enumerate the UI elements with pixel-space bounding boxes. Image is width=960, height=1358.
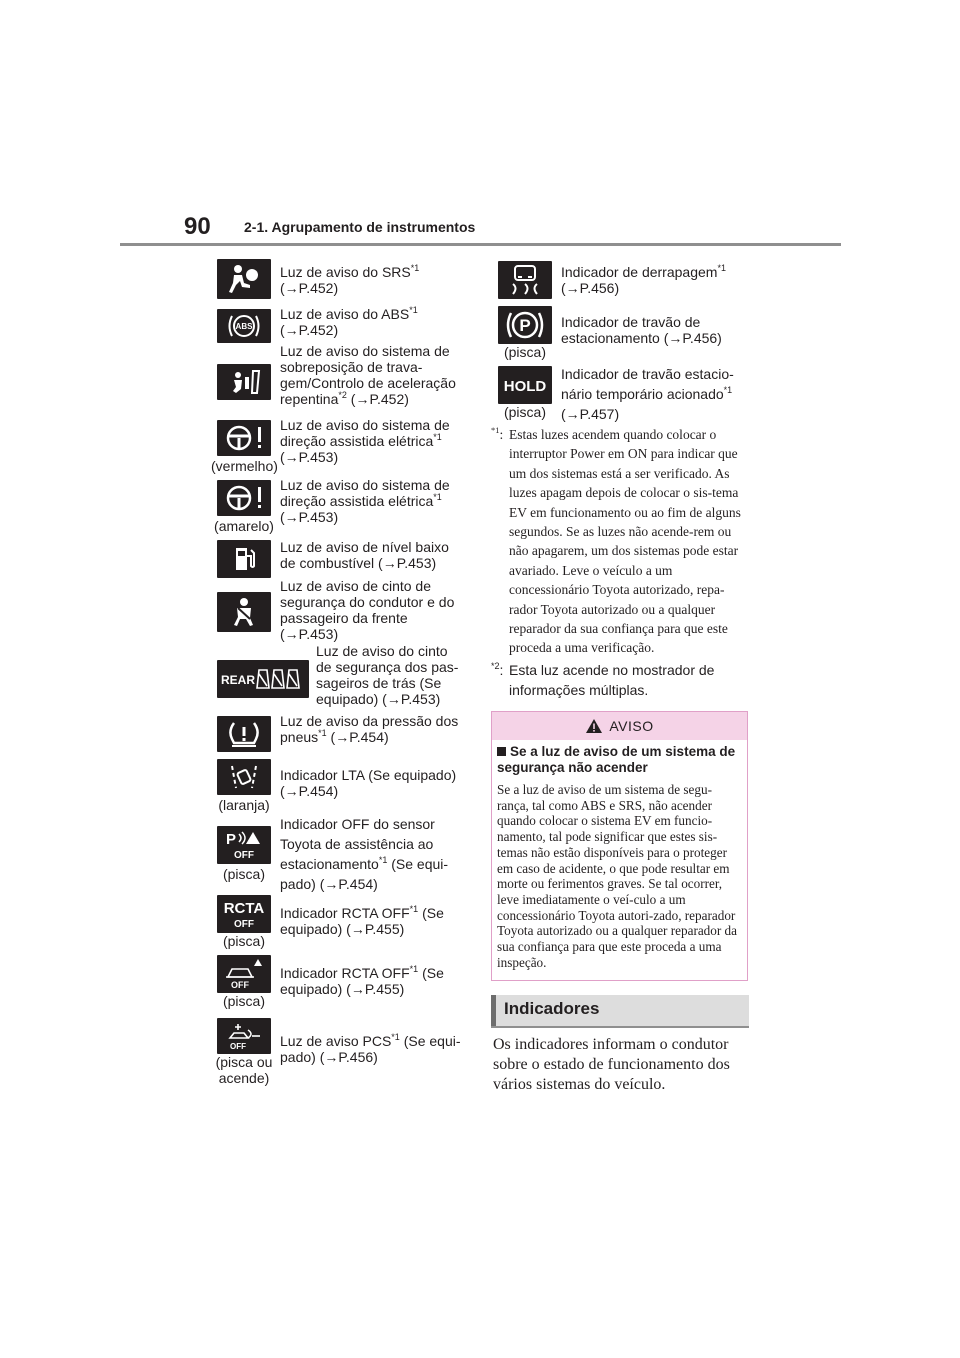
rcta-car-off-icon <box>217 955 271 993</box>
abs-icon <box>217 309 271 343</box>
skid-description: Indicador de derrapagem$^{*1}$ (→P.456) <box>561 263 726 296</box>
abs-description: Luz de aviso do ABS$^{*1}$ (→P.452) <box>280 305 418 338</box>
rear-icon-text: REAR <box>221 673 256 687</box>
parking-off-icon-text: OFF <box>234 850 254 861</box>
parking-brake-caption: (pisca) <box>503 344 546 360</box>
lta-caption: (laranja) <box>218 797 270 813</box>
seatbelt-description: Luz de aviso de cinto de segurança do condutor e do passageiro da frente (→P.453) <box>280 578 455 642</box>
indicadores-heading-text: Indicadores <box>504 999 600 1018</box>
parking-sensor-caption: (pisca) <box>222 866 265 882</box>
hold-icon-text: HOLD <box>503 378 547 395</box>
footnote-2-text: Esta luz acende no mostrador de informações múltiplas. <box>509 662 715 698</box>
lta-description: Indicador LTA (Se equipado) (→P.454) <box>280 767 457 799</box>
steering-yellow-description: Luz de aviso do sistema de direção assistida elétrica$^{*1}$ (→P.453) <box>280 477 450 525</box>
hold-icon <box>498 366 552 404</box>
steering-warning-icon <box>217 480 271 516</box>
bullet-square-icon <box>497 747 506 756</box>
footnote-2: $^{*2}$: Esta luz acende no mostrador de informações múltiplas. <box>491 661 749 700</box>
page-number: 90 <box>184 213 211 240</box>
aviso-subtitle <box>497 744 743 776</box>
rear-seatbelt-description: Luz de aviso do cinto de segurança dos pas-sageiros de trás (Se equipado) (→P.453) <box>316 643 459 707</box>
rcta-car-description: Indicador RCTA OFF$^{*1}$ (Se equipado) (→P.455) <box>280 964 444 997</box>
rcta-car-caption: (pisca) <box>222 993 265 1009</box>
indicadores-text: Os indicadores informam o condutor sobre o estado de funcionamento dos vários sistemas do veículo. <box>493 1036 730 1093</box>
rcta-off-icon <box>217 895 271 933</box>
hold-description: Indicador de travão estacio-nário temporário acionado$^{*1}$ (→P.457) <box>561 366 734 422</box>
fuel-pump-icon <box>217 540 271 578</box>
steering-yellow-caption: (amarelo) <box>214 518 274 534</box>
tire-pressure-description: Luz de aviso da pressão dos pneus$^{*1}$ (→P.454) <box>280 713 459 745</box>
rcta-icon-text: RCTA <box>223 900 265 917</box>
seatbelt-icon <box>217 592 271 632</box>
aviso-subtitle-text: Se a luz de aviso de um sistema de segurança não acender <box>497 744 736 775</box>
aviso-title: AVISO <box>609 718 654 734</box>
pcs-caption: (pisca ou acende) <box>215 1054 273 1086</box>
rcta-car-off-icon-text: OFF <box>231 980 249 990</box>
svg-text:P: P <box>226 831 237 848</box>
rcta-off-icon-text: OFF <box>234 919 254 930</box>
brake-override-description: Luz de aviso do sistema de sobreposição de trava-gem/Controlo de aceleração repentina$^{*2}$ (→P.452) <box>280 343 456 407</box>
warning-triangle-icon <box>585 718 603 734</box>
parking-sensor-description: Indicador OFF do sensor Toyota de assistência ao estacionamento$^{*1}$ (Se equi-pado) (→P.454) <box>280 816 449 892</box>
lta-icon <box>217 759 271 795</box>
steering-red-description: Luz de aviso do sistema de direção assistida elétrica$^{*1}$ (→P.453) <box>280 417 450 465</box>
fuel-description: Luz de aviso de nível baixo de combustível (→P.453) <box>280 539 449 571</box>
pcs-off-icon-text: OFF <box>230 1042 246 1051</box>
pcs-off-icon <box>217 1018 271 1054</box>
footnote-1-text: Estas luzes acendem quando colocar o interruptor Power em ON para indicar que um dos sistemas está a ser verificado. As luzes apagam depois de colocar o sis-tema EV em funcionamento ou ao fim de alguns segundos. Se as luzes não acende-rem ou não apagarem, um dos sistemas pode estar avariado. Leve o veículo a um concessionário Toyota autorizado, repa-rador Toyota autorizado ou a qualquer reparador da sua confiança para que este proceda a uma verificação. <box>509 427 741 656</box>
svg-text:P: P <box>519 316 531 335</box>
srs-airbag-icon <box>217 259 271 299</box>
steering-warning-icon <box>217 420 271 456</box>
rcta-caption: (pisca) <box>222 933 265 949</box>
brake-override-icon <box>217 364 271 400</box>
pcs-description: Luz de aviso PCS$^{*1}$ (Se equi-pado) (→P.456) <box>280 1032 461 1065</box>
section-title: 2-1. Agrupamento de instrumentos <box>244 219 476 235</box>
parking-brake-description: Indicador de travão de estacionamento (→P.456) <box>561 314 722 346</box>
tire-pressure-icon <box>217 716 271 752</box>
header-rule <box>120 243 841 246</box>
indicadores-heading <box>491 995 749 1028</box>
rear-seatbelt-icon <box>217 660 309 698</box>
aviso-body: Se a luz de aviso de um sistema de segu-rança, tal como ABS e SRS, não acender quando colocar o sistema EV em funcio-namento, tal pode significar que estes sis-temas não estão disponíveis para o proteger em caso de acidente, o que pode resultar em morte ou ferimentos graves. Se tal ocorrer, leve imediatamente o veí-culo a um concessionário Toyota autori-zado, reparador Toyota autorizado ou a qualquer reparador da sua confiança para que este proceda a uma inspeção. <box>497 782 738 970</box>
parking-brake-icon <box>498 306 552 344</box>
heading-accent-bar <box>491 995 496 1026</box>
srs-description: Luz de aviso do SRS$^{*1}$ (→P.452) <box>280 263 420 296</box>
abs-icon-text: ABS <box>235 322 253 331</box>
parking-sensor-off-icon <box>217 826 271 864</box>
hold-caption: (pisca) <box>503 404 546 420</box>
rcta-description: Indicador RCTA OFF$^{*1}$ (Se equipado) (→P.455) <box>280 904 444 937</box>
footnote-1: $^{*1}$: Estas luzes acendem quando colocar o interruptor Power em ON para indicar que um dos sistemas está a ser verificado. As luzes apagam depois de colocar o sis-tema EV em funcionamento ou ao fim de alguns segundos. Se as luzes não acende-rem ou não apagarem, um dos sistemas pode estar avariado. Leve o veículo a um concessionário Toyota autorizado, repa-rador Toyota autorizado ou a qualquer reparador da sua confiança para que este proceda a uma verificação. <box>491 425 749 658</box>
steering-red-caption: (vermelho) <box>211 458 278 474</box>
aviso-header <box>492 712 747 740</box>
skid-icon <box>498 261 552 299</box>
